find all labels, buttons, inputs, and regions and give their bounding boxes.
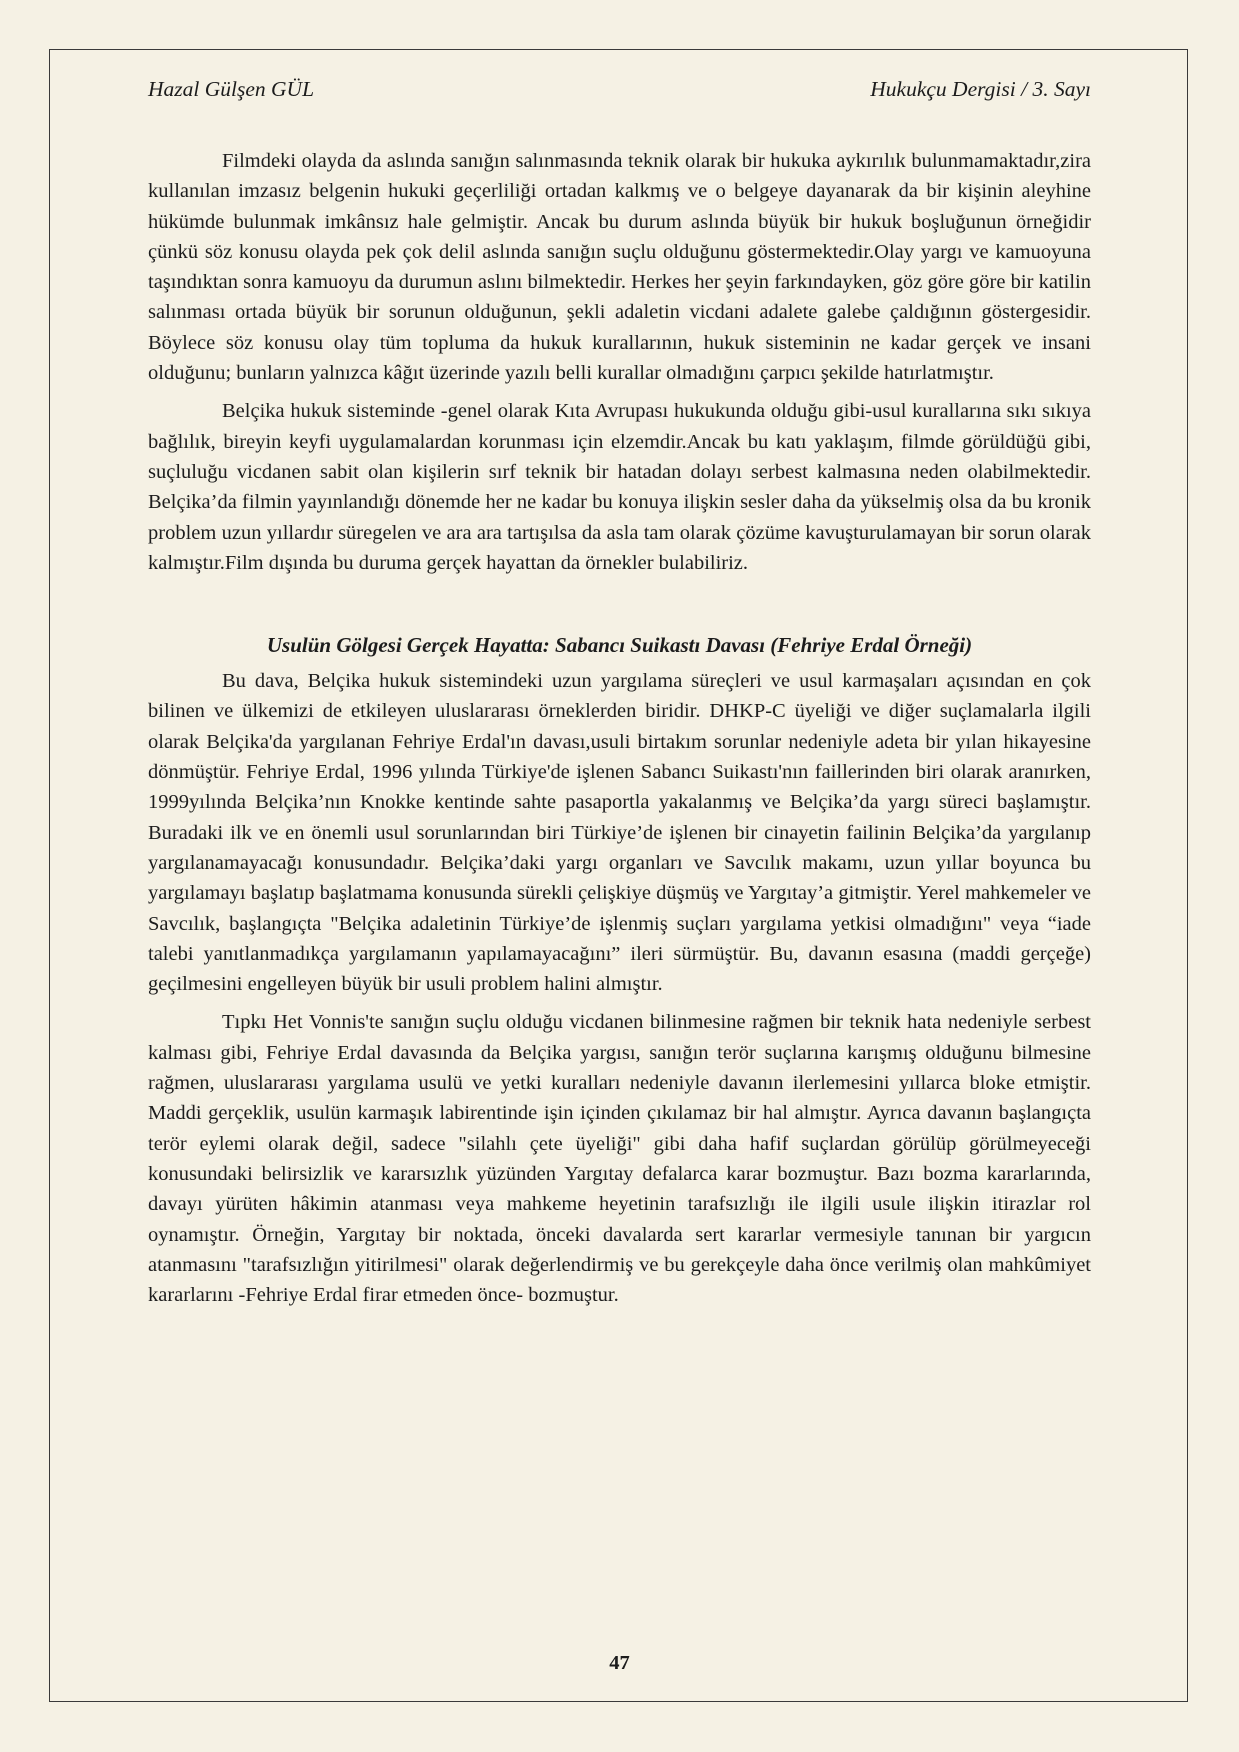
article-body — [148, 146, 1091, 1318]
section-paragraph-1: Bu dava, Belçika hukuk sistemindeki uzun yargılama süreçleri ve usul karmaşaları açısından en çok bilinen ve ülkemizi de etkileyen uluslararası örneklerden biridir. DHKP-C üyeliği ve diğer suçlamalarla ilgili olarak Belçika'da yargılanan Fehriye Erdal'ın davası,usuli birtakım sorunlar nedeniyle adeta bir yılan hikayesine dönmüştür. Fehriye Erdal, 1996 yılında Türkiye'de işlenen Sabancı Suikastı'nın faillerinden biri olarak aranırken, 1999yılında Belçika’nın Knokke kentinde sahte pasaportla yakalanmış ve Belçika’da yargı süreci başlamıştır. Buradaki ilk ve en önemli usul sorunlarından biri Türkiye’de işlenen bir cinayetin failinin Belçika’da yargılanıp yargılanamayacağı konusundadır. Belçika’daki yargı organları ve Savcılık makamı, uzun yıllar boyunca bu yargılamayı başlatıp başlatmama konusunda sürekli çelişkiye düşmüş ve Yargıtay’a gitmiştir. Yerel mahkemeler ve Savcılık, başlangıçta "Belçika adaletinin Türkiye’de işlenmiş suçları yargılama yetkisi olmadığını" veya “iade talebi yanıtlanmadıkça yargılamanın yapılamayacağını” ileri sürmüştür. Bu, davanın esasına (maddi gerçeğe) geçilmesini engelleyen büyük bir usuli problem halini almıştır. — [148, 670, 1091, 996]
section-paragraph-2: Tıpkı Het Vonnis'te sanığın suçlu olduğu vicdanen bilinmesine rağmen bir teknik hata nedeniyle serbest kalması gibi, Fehriye Erdal davasında da Belçika yargısı, sanığın terör suçlarına karışmış olduğunu bilmesine rağmen, uluslararası yargılama usulü ve yetki kuralları nedeniyle davanın ilerlemesini yıllarca bloke etmiştir. Maddi gerçeklik, usulün karmaşık labirentinde işin içinden çıkılamaz bir hal almıştır. Ayrıca davanın başlangıçta terör eylemi olarak değil, sadece "silahlı çete üyeliği" gibi daha hafif suçlardan görülüp görülmeyeceği konusundaki belirsizlik ve kararsızlık yüzünden Yargıtay defalarca karar bozmuştur. Bazı bozma kararlarında, davayı yürüten hâkimin atanması veya mahkeme heyetinin tarafsızlığı ile ilgili usule ilişkin itirazlar rol oynamıştır. Örneğin, Yargıtay bir noktada, önceki davalarda sert kararlar vermesiyle tanınan bir yargıcın atanmasını "tarafsızlığın yitirilmesi" olarak değerlendirmiş ve bu gerekçeyle daha önce verilmiş olan mahkûmiyet kararlarını -Fehriye Erdal firar etmeden önce- bozmuştur. — [148, 1011, 1091, 1307]
paragraph-2: Belçika hukuk sisteminde -genel olarak Kıta Avrupası hukukunda olduğu gibi-usul kurallarına sıkı sıkıya bağlılık, bireyin keyfi uygulamalardan korunması için elzemdir.Ancak bu katı yaklaşım, filmde görüldüğü gibi, suçluluğu vicdanen sabit olan kişilerin sırf teknik bir hatadan dolayı serbest kalmasına neden olabilmektedir. Belçika’da filmin yayınlandığı dönemde her ne kadar bu konuya ilişkin sesler daha da yükselmiş olsa da bu kronik problem uzun yıllardır süregelen ve ara ara tartışılsa da asla tam olarak çözüme kavuşturulamayan bir sorun olarak kalmıştır.Film dışında bu duruma gerçek hayattan da örnekler bulabiliriz. — [148, 400, 1091, 574]
section-title: Usulün Gölgesi Gerçek Hayatta: Sabancı Suikastı Davası (Fehriye Erdal Örneği) — [266, 633, 973, 658]
paragraph-1: Filmdeki olayda da aslında sanığın salınmasında teknik olarak bir hukuka aykırılık bulunmamaktadır,zira kullanılan imzasız belgenin hukuki geçerliliği ortadan kalkmış ve o belgeye dayanarak da bir kişinin aleyhine hükümde bulunmak imkânsız hale gelmiştir. Ancak bu durum aslında büyük bir hukuk boşluğunun örneğidir çünkü söz konusu olayda pek çok delil aslında sanığın suçlu olduğunu göstermektedir.Olay yargı ve kamuoyuna taşındıktan sonra kamuoyu da durumun aslını bilmektedir. Herkes her şeyin farkındayken, göz göre göre bir katilin salınması ortada büyük bir sorunun olduğunun, şekli adaletin vicdani adalete galebe çaldığının göstergesidir. Böylece söz konusu olay tüm topluma da hukuk kurallarının, hukuk sisteminin ne kadar gerçek ve insani olduğunu; bunların yalnızca kâğıt üzerinde yazılı belli kurallar olmadığını çarpıcı şekilde hatırlatmıştır. — [148, 150, 1091, 385]
page-number: 47 — [609, 1652, 630, 1674]
header-journal: Hukukçu Dergisi / 3. Sayı — [870, 77, 1091, 101]
header-author: Hazal Gülşen GÜL — [148, 77, 315, 101]
running-header — [148, 74, 1091, 104]
